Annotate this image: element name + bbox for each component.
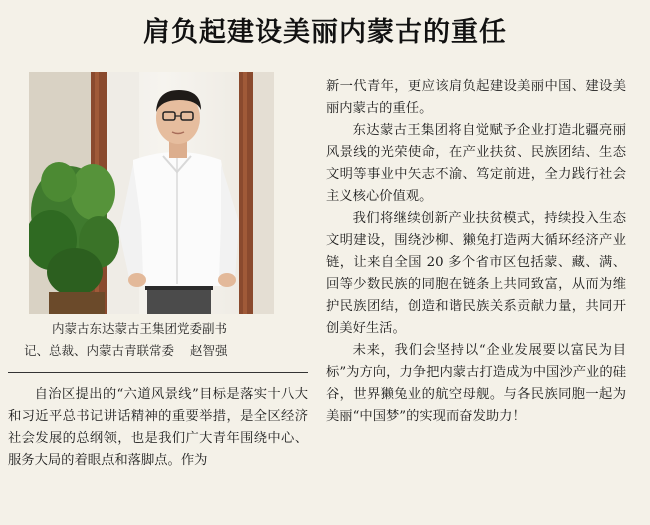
caption-line-2 bbox=[18, 340, 308, 362]
paragraph: 东达蒙古王集团将自觉赋予企业打造北疆亮丽风景线的光荣使命，在产业扶贫、民族团结、生态文明等事业中矢志不渝、笃定前进，全力践行社会主义核心价值观。 bbox=[326, 123, 626, 204]
caption-person-name: 赵智强 bbox=[190, 343, 228, 358]
photo-caption bbox=[18, 318, 308, 362]
paragraph: 未来，我们会坚持以“企业发展要以富民为目标”为方向，力争把内蒙古打造成为中国沙产业的硅谷，世界獭兔业的航空母舰。与各民族同胞一起为美丽“中国梦”的实现而奋发助力！ bbox=[326, 343, 626, 424]
caption-title: 记、总裁、内蒙古青联常委 bbox=[24, 343, 175, 358]
caption-line-1: 内蒙古东达蒙古王集团党委副书 bbox=[52, 321, 228, 336]
paragraph-continued: 新一代青年，更应该肩负起建设美丽中国、建设美丽内蒙古的重任。 bbox=[326, 79, 626, 116]
portrait-illustration bbox=[29, 72, 274, 314]
paragraph: 自治区提出的“六道风景线”目标是落实十八大和习近平总书记讲话精神的重要举措，是全区经济社会发展的总纲领，也是我们广大青年围绕中心、服务大局的着眼点和落脚点。作为 bbox=[8, 387, 308, 468]
article-title: 肩负起建设美丽内蒙古的重任 bbox=[143, 17, 507, 48]
article-column-right bbox=[326, 76, 626, 428]
paragraph: 我们将继续创新产业扶贫模式，持续投入生态文明建设，围绕沙柳、獭兔打造两大循环经济产业链，让来自全国 20 多个省市区包括蒙、藏、满、回等少数民族的同胞在链条上共同致富，从而为维护民族团结，创造和谐民族关系贡献力量，共同开创美好生活。 bbox=[326, 211, 626, 336]
portrait-photo bbox=[29, 72, 274, 314]
caption-divider bbox=[8, 372, 308, 373]
article-column-left bbox=[8, 384, 308, 472]
